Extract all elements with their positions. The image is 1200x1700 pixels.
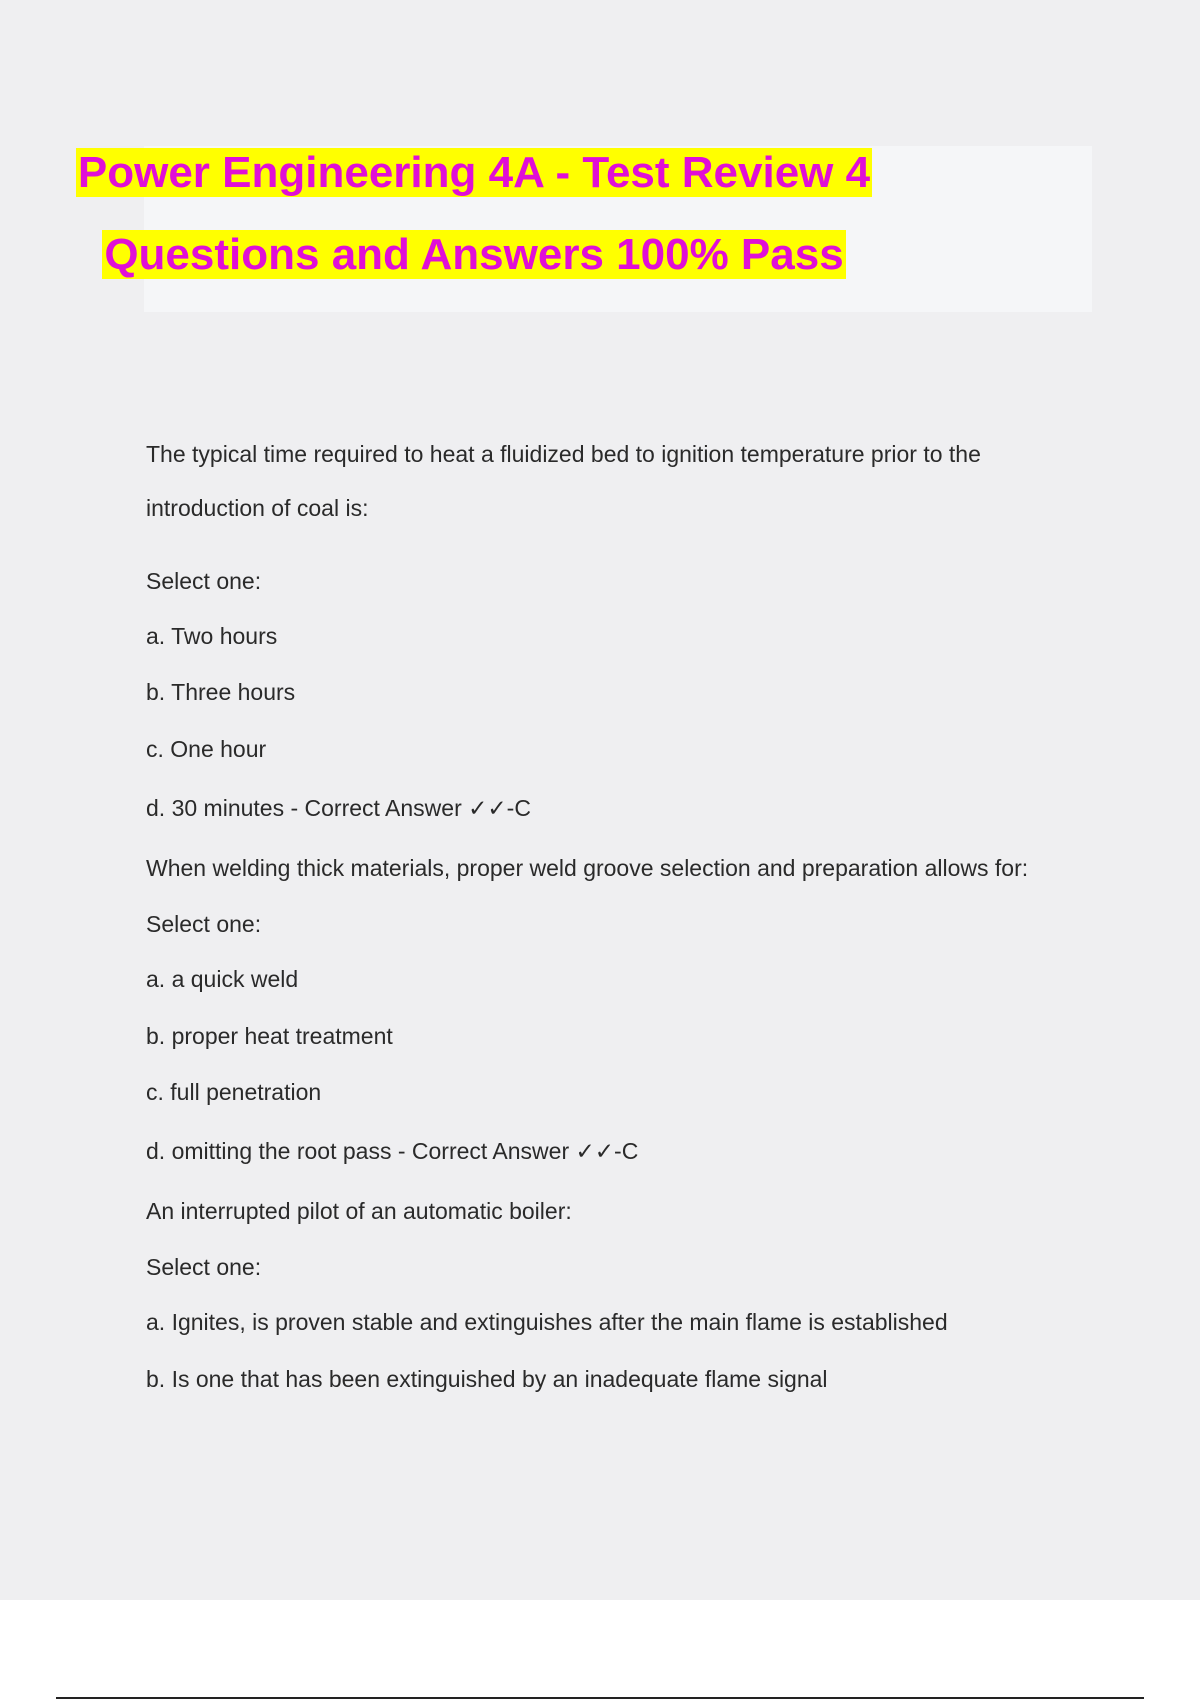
question-2-prompt: Select one: — [146, 911, 262, 937]
question-3-prompt: Select one: — [146, 1254, 262, 1280]
question-2-stem-line-1: When welding thick materials, proper weld groove selection and preparation allows for: — [146, 855, 1029, 881]
question-1-stem-line-2: introduction of coal is: — [146, 495, 369, 521]
question-3-option-a: a. Ignites, is proven stable and extinguishes after the main flame is established — [146, 1309, 948, 1335]
question-1-option-a: a. Two hours — [146, 623, 278, 649]
question-2-option-b: b. proper heat treatment — [146, 1023, 393, 1049]
question-1-stem-line-1: The typical time required to heat a fluidized bed to ignition temperature prior to the — [146, 441, 981, 467]
question-1-option-d: d. 30 minutes - Correct Answer ✓✓-C — [146, 795, 531, 821]
question-2-option-d: d. omitting the root pass - Correct Answer ✓✓-C — [146, 1138, 639, 1164]
question-1-prompt: Select one: — [146, 568, 262, 594]
document-title-line-1: Power Engineering 4A - Test Review 4 — [77, 148, 871, 197]
question-3-stem-line-1: An interrupted pilot of an automatic boiler: — [146, 1198, 572, 1224]
bottom-rule — [56, 1697, 1144, 1699]
question-1-option-b: b. Three hours — [146, 679, 296, 705]
question-1-option-c: c. One hour — [146, 736, 267, 762]
question-3-option-b: b. Is one that has been extinguished by an inadequate flame signal — [146, 1366, 828, 1392]
question-2-option-c: c. full penetration — [146, 1079, 322, 1105]
question-2-option-a: a. a quick weld — [146, 966, 299, 992]
document-title-line-2: Questions and Answers 100% Pass — [104, 230, 844, 279]
